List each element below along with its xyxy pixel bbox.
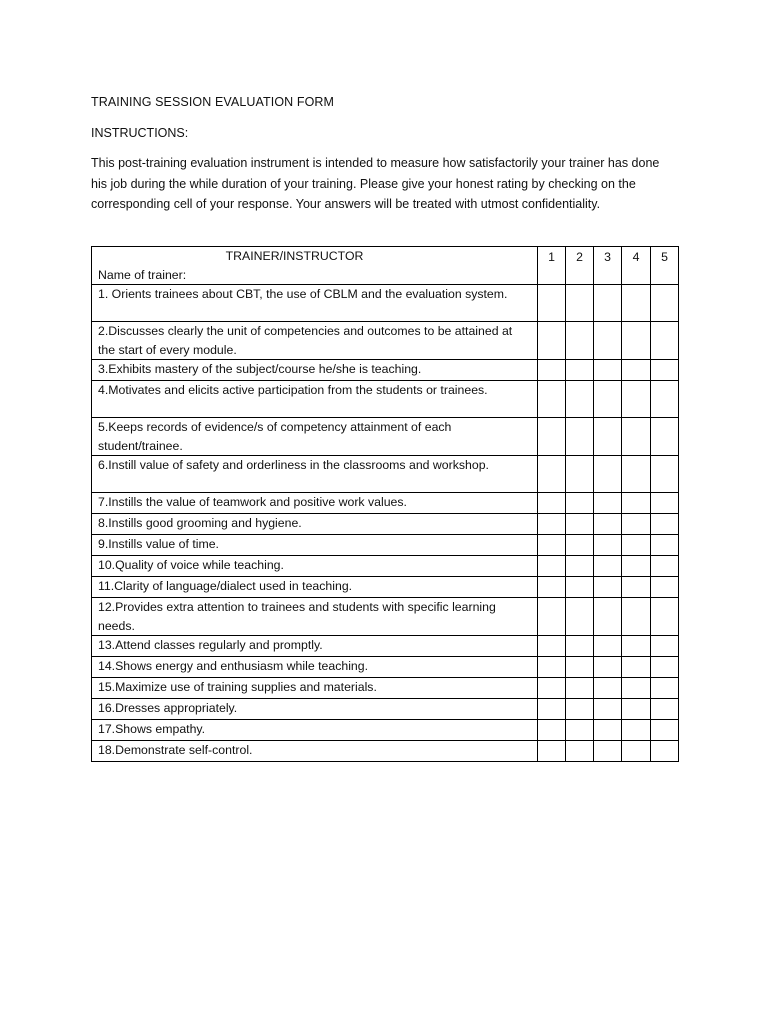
rating-cell-3[interactable]	[594, 741, 622, 762]
criterion-text: 14.Shows energy and enthusiasm while teaching.	[98, 659, 369, 673]
rating-cell-3[interactable]	[594, 285, 622, 322]
criterion-text: 2.Discusses clearly the unit of competencies and outcomes to be attained at the start of every module.	[98, 324, 513, 357]
rating-cell-3[interactable]	[594, 381, 622, 418]
table-row	[92, 322, 679, 360]
criterion-cell	[92, 418, 538, 456]
trainer-header-cell	[92, 247, 538, 285]
rating-cell-2[interactable]	[566, 456, 594, 493]
rating-cell-4[interactable]	[622, 577, 651, 598]
rating-cell-3[interactable]	[594, 456, 622, 493]
rating-cell-1[interactable]	[538, 556, 566, 577]
table-row	[92, 741, 679, 762]
criterion-text: 9.Instills value of time.	[98, 537, 219, 551]
rating-cell-5[interactable]	[651, 699, 679, 720]
evaluation-table-body	[92, 247, 679, 762]
rating-cell-1[interactable]	[538, 322, 566, 360]
score-header-4	[622, 247, 651, 285]
table-row	[92, 657, 679, 678]
rating-cell-3[interactable]	[594, 556, 622, 577]
criterion-text: 12.Provides extra attention to trainees and students with specific learning needs.	[98, 600, 496, 633]
rating-cell-1[interactable]	[538, 493, 566, 514]
rating-cell-1[interactable]	[538, 678, 566, 699]
rating-cell-1[interactable]	[538, 741, 566, 762]
criterion-text: 8.Instills good grooming and hygiene.	[98, 516, 302, 530]
rating-cell-4[interactable]	[622, 322, 651, 360]
score-header-5	[651, 247, 679, 285]
rating-cell-2[interactable]	[566, 720, 594, 741]
table-row	[92, 577, 679, 598]
criterion-cell	[92, 514, 538, 535]
table-row	[92, 720, 679, 741]
rating-cell-1[interactable]	[538, 657, 566, 678]
criterion-text: 15.Maximize use of training supplies and materials.	[98, 680, 377, 694]
table-row	[92, 636, 679, 657]
rating-cell-4[interactable]	[622, 741, 651, 762]
trainer-instructor-header: TRAINER/INSTRUCTOR	[225, 249, 364, 263]
rating-cell-4[interactable]	[622, 493, 651, 514]
table-header-row	[92, 247, 679, 285]
rating-cell-4[interactable]	[622, 456, 651, 493]
criterion-cell	[92, 636, 538, 657]
rating-cell-3[interactable]	[594, 577, 622, 598]
rating-cell-1[interactable]	[538, 360, 566, 381]
criterion-text: 18.Demonstrate self-control.	[98, 743, 253, 757]
rating-cell-1[interactable]	[538, 456, 566, 493]
rating-cell-3[interactable]	[594, 657, 622, 678]
rating-cell-4[interactable]	[622, 657, 651, 678]
rating-cell-2[interactable]	[566, 657, 594, 678]
rating-cell-5[interactable]	[651, 657, 679, 678]
rating-cell-1[interactable]	[538, 598, 566, 636]
criterion-cell	[92, 720, 538, 741]
criterion-cell	[92, 577, 538, 598]
criterion-text: 11.Clarity of language/dialect used in teaching.	[98, 579, 353, 593]
score-label: 2	[576, 250, 583, 264]
criterion-text: 3.Exhibits mastery of the subject/course he/she is teaching.	[98, 362, 422, 376]
table-row	[92, 493, 679, 514]
rating-cell-5[interactable]	[651, 535, 679, 556]
form-title: TRAINING SESSION EVALUATION FORM	[91, 95, 335, 109]
rating-cell-5[interactable]	[651, 678, 679, 699]
rating-cell-5[interactable]	[651, 636, 679, 657]
criterion-cell	[92, 699, 538, 720]
rating-cell-4[interactable]	[622, 720, 651, 741]
rating-cell-2[interactable]	[566, 741, 594, 762]
criterion-text: 17.Shows empathy.	[98, 722, 206, 736]
score-header-1	[538, 247, 566, 285]
rating-cell-5[interactable]	[651, 285, 679, 322]
rating-cell-4[interactable]	[622, 285, 651, 322]
rating-cell-2[interactable]	[566, 699, 594, 720]
criterion-cell	[92, 285, 538, 322]
criterion-cell	[92, 556, 538, 577]
score-header-3	[594, 247, 622, 285]
trainer-name-label: Name of trainer:	[98, 267, 187, 282]
criterion-text: 6.Instill value of safety and orderliness in the classrooms and workshop.	[98, 458, 489, 472]
criterion-cell	[92, 322, 538, 360]
rating-cell-5[interactable]	[651, 381, 679, 418]
criterion-text: 4.Motivates and elicits active participation from the students or trainees.	[98, 383, 488, 397]
rating-cell-5[interactable]	[651, 556, 679, 577]
rating-cell-3[interactable]	[594, 360, 622, 381]
criterion-text: 13.Attend classes regularly and promptly.	[98, 638, 323, 652]
rating-cell-5[interactable]	[651, 514, 679, 535]
rating-cell-1[interactable]	[538, 720, 566, 741]
rating-cell-3[interactable]	[594, 322, 622, 360]
rating-cell-5[interactable]	[651, 741, 679, 762]
rating-cell-2[interactable]	[566, 418, 594, 456]
table-row	[92, 285, 679, 322]
rating-cell-2[interactable]	[566, 322, 594, 360]
rating-cell-4[interactable]	[622, 381, 651, 418]
rating-cell-3[interactable]	[594, 493, 622, 514]
criterion-text: 7.Instills the value of teamwork and positive work values.	[98, 495, 407, 509]
table-row	[92, 535, 679, 556]
table-row	[92, 556, 679, 577]
criterion-text: 10.Quality of voice while teaching.	[98, 558, 284, 572]
rating-cell-4[interactable]	[622, 699, 651, 720]
rating-cell-1[interactable]	[538, 577, 566, 598]
rating-cell-3[interactable]	[594, 514, 622, 535]
rating-cell-4[interactable]	[622, 360, 651, 381]
criterion-cell	[92, 598, 538, 636]
rating-cell-2[interactable]	[566, 598, 594, 636]
rating-cell-5[interactable]	[651, 456, 679, 493]
form-header	[91, 93, 681, 215]
criterion-cell	[92, 360, 538, 381]
score-header-2	[566, 247, 594, 285]
rating-cell-5[interactable]	[651, 418, 679, 456]
rating-cell-2[interactable]	[566, 678, 594, 699]
rating-cell-4[interactable]	[622, 636, 651, 657]
rating-cell-3[interactable]	[594, 699, 622, 720]
table-row	[92, 514, 679, 535]
rating-cell-2[interactable]	[566, 381, 594, 418]
rating-cell-2[interactable]	[566, 556, 594, 577]
rating-cell-5[interactable]	[651, 577, 679, 598]
instructions-heading: INSTRUCTIONS:	[91, 126, 189, 140]
evaluation-table	[91, 246, 679, 762]
rating-cell-1[interactable]	[538, 418, 566, 456]
criterion-cell	[92, 493, 538, 514]
instructions-text: This post-training evaluation instrument is intended to measure how satisfactorily your trainer has done his job during the while duration of your training. Please give your honest rating by checking on the corresponding cell of your response. Your answers will be treated with utmost confidentiality.	[91, 156, 660, 211]
rating-cell-3[interactable]	[594, 720, 622, 741]
score-label: 5	[661, 250, 668, 264]
rating-cell-2[interactable]	[566, 636, 594, 657]
table-row	[92, 456, 679, 493]
rating-cell-2[interactable]	[566, 285, 594, 322]
rating-cell-5[interactable]	[651, 493, 679, 514]
criterion-cell	[92, 741, 538, 762]
criterion-text: 5.Keeps records of evidence/s of competency attainment of each student/trainee.	[98, 420, 452, 453]
criterion-cell	[92, 657, 538, 678]
rating-cell-2[interactable]	[566, 493, 594, 514]
rating-cell-5[interactable]	[651, 598, 679, 636]
rating-cell-2[interactable]	[566, 577, 594, 598]
criterion-text: 1. Orients trainees about CBT, the use of CBLM and the evaluation system.	[98, 287, 508, 301]
rating-cell-3[interactable]	[594, 418, 622, 456]
rating-cell-1[interactable]	[538, 699, 566, 720]
rating-cell-5[interactable]	[651, 322, 679, 360]
table-row	[92, 381, 679, 418]
rating-cell-4[interactable]	[622, 598, 651, 636]
table-row	[92, 360, 679, 381]
rating-cell-5[interactable]	[651, 360, 679, 381]
rating-cell-1[interactable]	[538, 381, 566, 418]
rating-cell-1[interactable]	[538, 535, 566, 556]
criterion-cell	[92, 678, 538, 699]
rating-cell-3[interactable]	[594, 598, 622, 636]
criterion-cell	[92, 535, 538, 556]
criterion-cell	[92, 456, 538, 493]
score-label: 4	[632, 250, 640, 264]
rating-cell-4[interactable]	[622, 514, 651, 535]
rating-cell-1[interactable]	[538, 636, 566, 657]
rating-cell-3[interactable]	[594, 535, 622, 556]
rating-cell-2[interactable]	[566, 360, 594, 381]
rating-cell-2[interactable]	[566, 535, 594, 556]
score-label: 1	[548, 250, 555, 264]
rating-cell-5[interactable]	[651, 720, 679, 741]
criterion-text: 16.Dresses appropriately.	[98, 701, 238, 715]
rating-cell-3[interactable]	[594, 678, 622, 699]
table-row	[92, 598, 679, 636]
rating-cell-4[interactable]	[622, 678, 651, 699]
rating-cell-4[interactable]	[622, 556, 651, 577]
table-row	[92, 699, 679, 720]
table-row	[92, 678, 679, 699]
rating-cell-4[interactable]	[622, 418, 651, 456]
rating-cell-1[interactable]	[538, 514, 566, 535]
rating-cell-2[interactable]	[566, 514, 594, 535]
rating-cell-3[interactable]	[594, 636, 622, 657]
score-label: 3	[604, 250, 611, 264]
rating-cell-1[interactable]	[538, 285, 566, 322]
rating-cell-4[interactable]	[622, 535, 651, 556]
table-row	[92, 418, 679, 456]
criterion-cell	[92, 381, 538, 418]
